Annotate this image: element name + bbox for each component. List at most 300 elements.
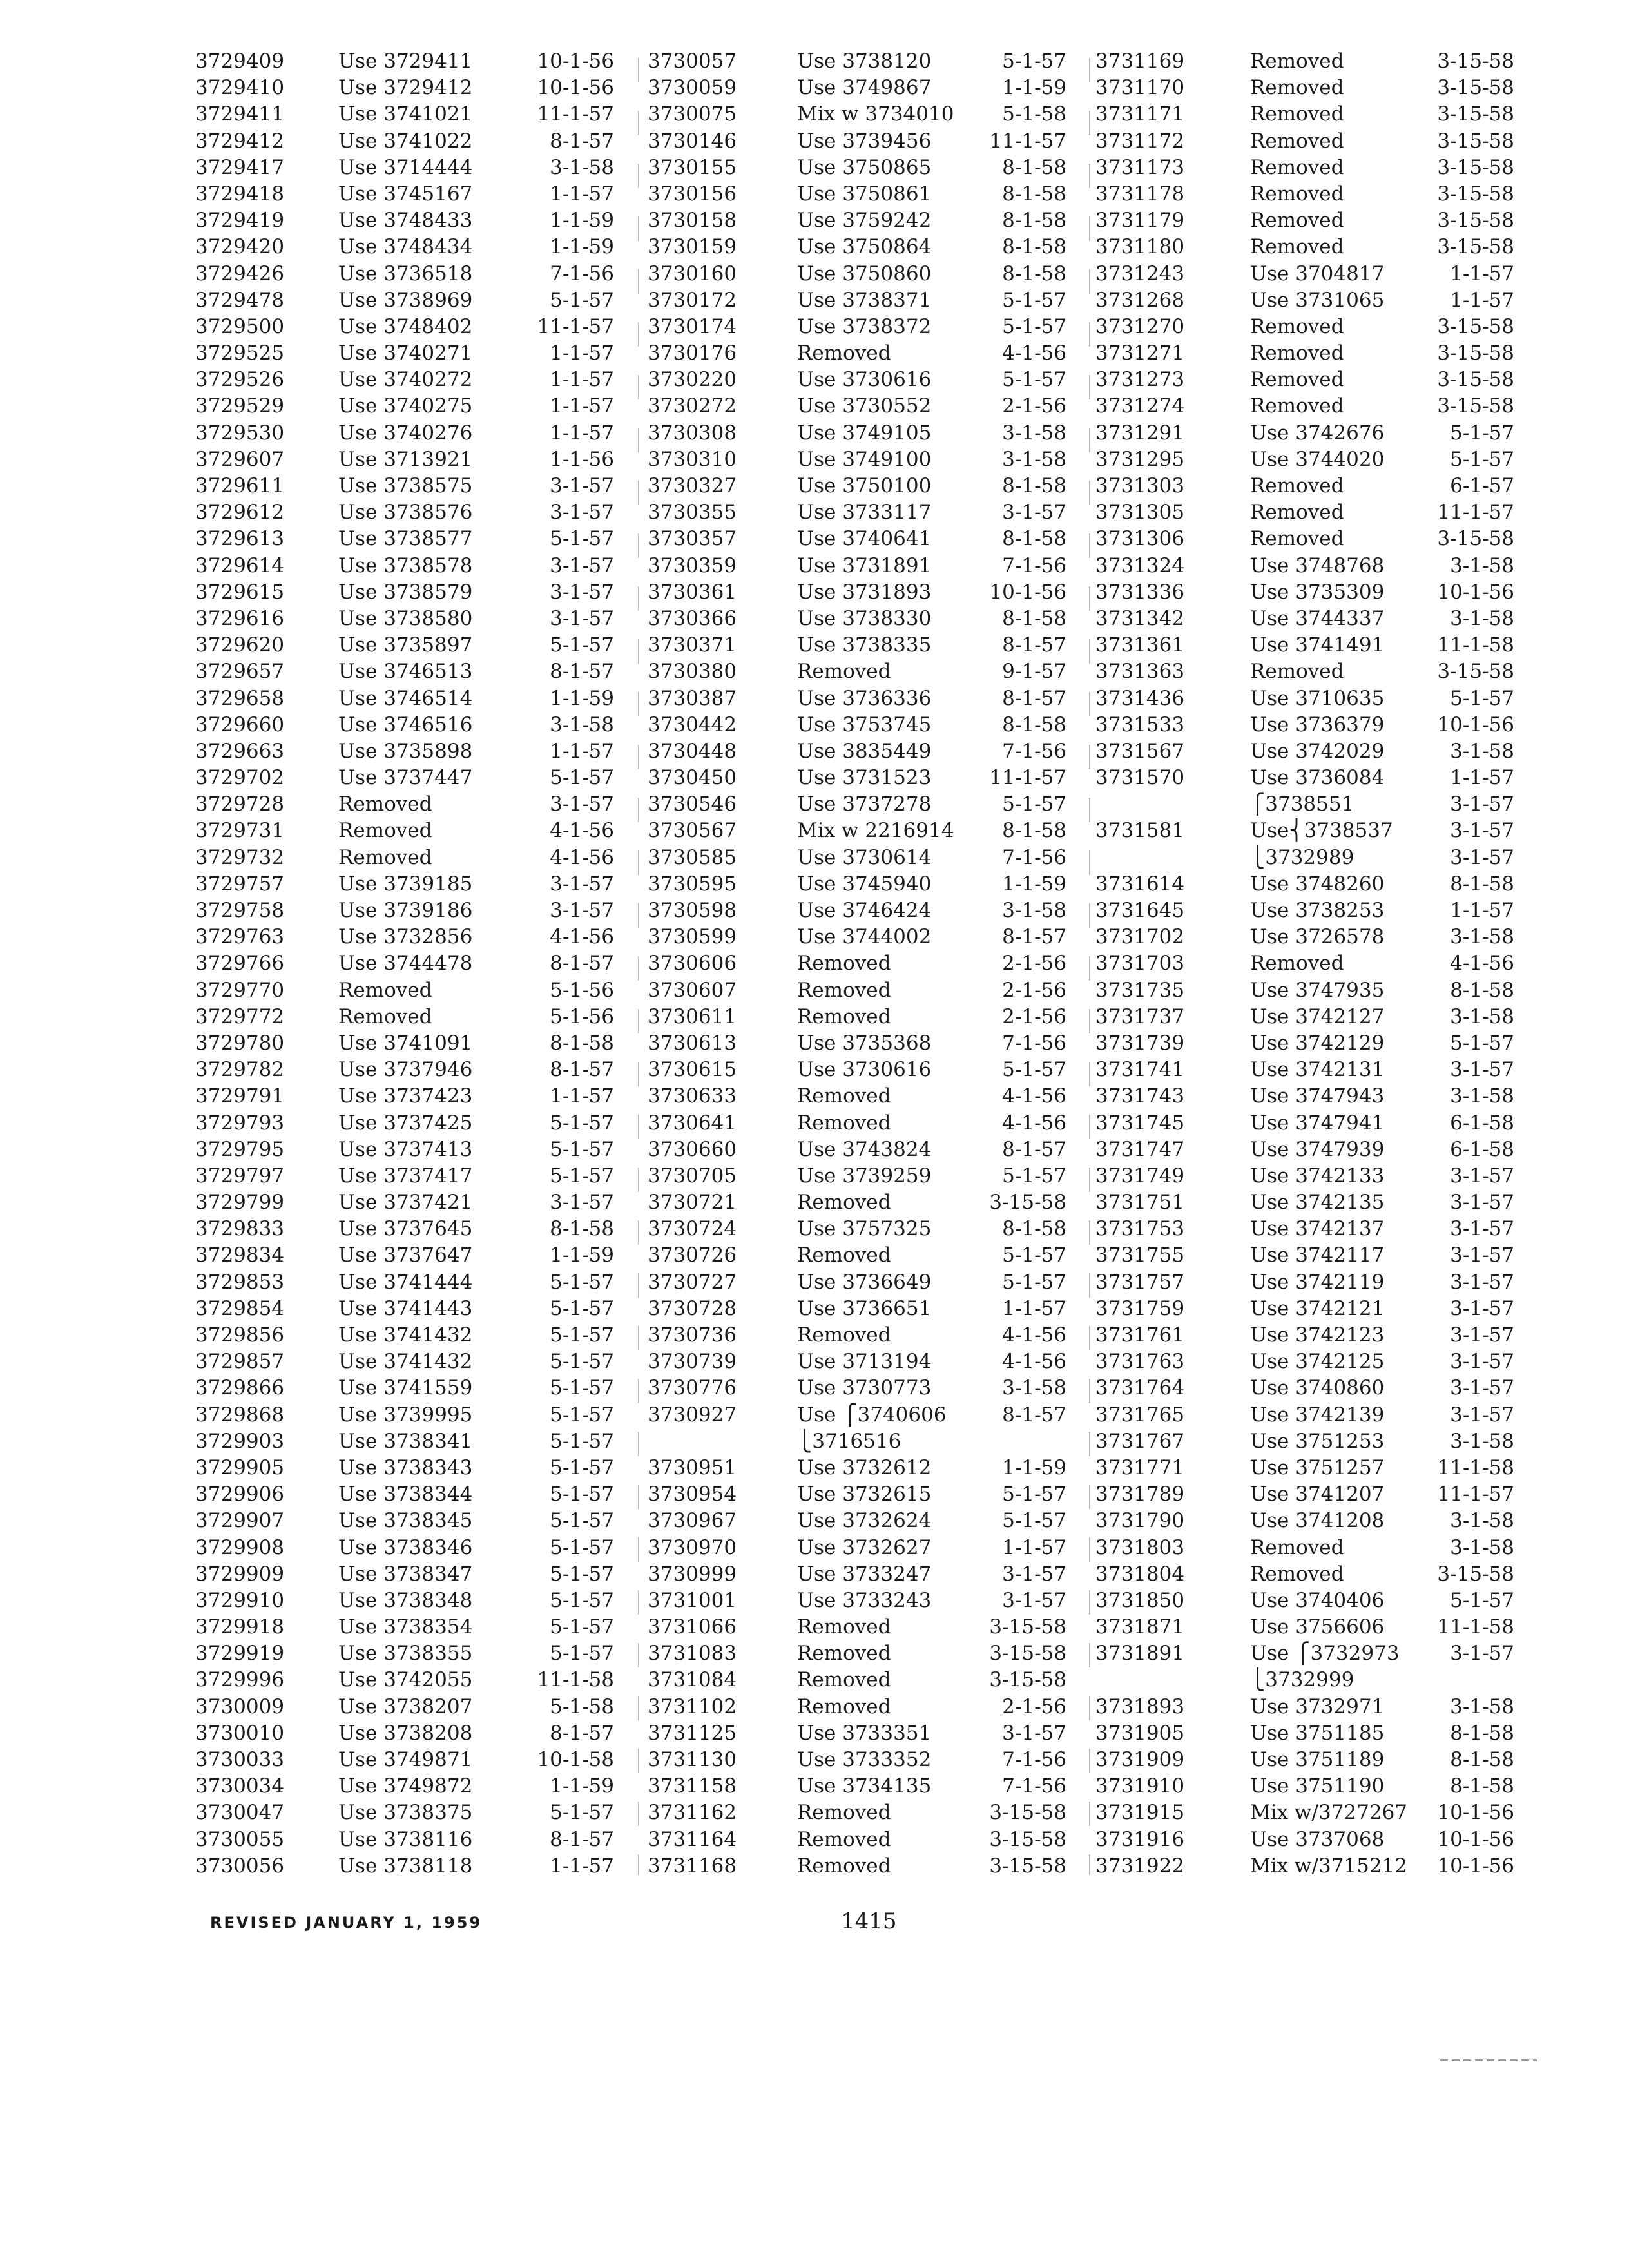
effective-date: 8-1-58 xyxy=(550,1217,614,1241)
column-1 xyxy=(195,48,640,1879)
part-number: 3729763 xyxy=(195,925,285,949)
disposition: Use 3741432 xyxy=(338,1350,473,1374)
part-number: 3729732 xyxy=(195,845,285,869)
table-row xyxy=(195,1773,640,1800)
table-row xyxy=(195,1296,640,1322)
effective-date: 3-1-58 xyxy=(1002,899,1066,922)
effective-date: 10-1-56 xyxy=(1437,1827,1514,1851)
table-row xyxy=(1095,393,1540,419)
disposition: Use 3738348 xyxy=(338,1588,473,1612)
effective-date: 3-1-57 xyxy=(1450,1376,1514,1400)
part-number: 3730155 xyxy=(648,155,737,179)
part-number: 3730355 xyxy=(648,501,737,524)
disposition: Removed xyxy=(338,845,432,869)
part-number: 3731765 xyxy=(1095,1403,1185,1427)
effective-date: 5-1-57 xyxy=(550,1456,614,1479)
part-number: 3729766 xyxy=(195,952,285,975)
part-number: 3729657 xyxy=(195,660,285,684)
part-number: 3731757 xyxy=(1095,1270,1185,1294)
part-number: 3729614 xyxy=(195,553,285,577)
disposition: Use ⎧3740606 xyxy=(797,1403,947,1427)
table-row xyxy=(195,924,640,950)
part-number: 3731271 xyxy=(1095,341,1185,365)
table-row xyxy=(195,1508,640,1534)
disposition: Use 3738580 xyxy=(338,606,473,630)
part-number: 3731158 xyxy=(648,1774,737,1798)
table-row xyxy=(648,1004,1092,1030)
disposition: Use 3742121 xyxy=(1250,1296,1385,1320)
disposition: Use 3741432 xyxy=(338,1323,473,1347)
table-row xyxy=(1095,101,1540,128)
part-number: 3729420 xyxy=(195,235,285,259)
disposition: Removed xyxy=(338,793,432,816)
part-number: 3729834 xyxy=(195,1244,285,1267)
disposition: Removed xyxy=(797,1191,891,1215)
part-number: 3730448 xyxy=(648,739,737,763)
table-row xyxy=(1095,1057,1540,1083)
part-number: 3730726 xyxy=(648,1244,737,1267)
effective-date: 1-1-57 xyxy=(550,394,614,418)
effective-date: 5-1-57 xyxy=(1002,50,1066,73)
effective-date: 5-1-57 xyxy=(550,1642,614,1666)
scan-mark xyxy=(1440,2059,1537,2061)
effective-date: 4-1-56 xyxy=(1002,1323,1066,1347)
part-number: 3730585 xyxy=(648,845,737,869)
part-number: 3731342 xyxy=(1095,606,1185,630)
table-row xyxy=(648,1242,1092,1269)
table-row xyxy=(1095,1508,1540,1534)
part-number: 3729658 xyxy=(195,686,285,710)
part-number: 3731084 xyxy=(648,1668,737,1692)
effective-date: 5-1-56 xyxy=(550,978,614,1002)
table-row xyxy=(1095,818,1540,844)
part-number: 3731764 xyxy=(1095,1376,1185,1400)
effective-date: 5-1-57 xyxy=(550,1111,614,1135)
part-number: 3731751 xyxy=(1095,1191,1185,1215)
disposition: Use 3738354 xyxy=(338,1615,473,1639)
effective-date: 1-1-59 xyxy=(1002,1456,1066,1479)
effective-date: 8-1-58 xyxy=(1002,262,1066,285)
part-number: 3730172 xyxy=(648,288,737,312)
part-number: 3731790 xyxy=(1095,1509,1185,1533)
table-row xyxy=(648,950,1092,977)
table-row xyxy=(1095,207,1540,234)
disposition: Use 3749872 xyxy=(338,1774,473,1798)
part-number: 3729728 xyxy=(195,793,285,816)
disposition: Removed xyxy=(797,952,891,975)
effective-date: 8-1-58 xyxy=(1002,155,1066,179)
table-row xyxy=(648,1667,1092,1693)
effective-date: 8-1-58 xyxy=(1002,182,1066,206)
effective-date: 4-1-56 xyxy=(550,819,614,843)
part-number: 3729910 xyxy=(195,1588,285,1612)
disposition: Removed xyxy=(338,978,432,1002)
table-row xyxy=(1095,1481,1540,1508)
part-number: 3731162 xyxy=(648,1801,737,1825)
table-row xyxy=(1095,632,1540,658)
disposition: Use 3738344 xyxy=(338,1483,473,1506)
table-row xyxy=(195,553,640,579)
effective-date: 3-1-57 xyxy=(1450,845,1514,869)
table-row xyxy=(195,1561,640,1588)
disposition: Use 3729411 xyxy=(338,50,473,73)
part-number: 3729868 xyxy=(195,1403,285,1427)
disposition: Use 3737423 xyxy=(338,1084,473,1108)
effective-date: 8-1-58 xyxy=(1002,527,1066,551)
disposition: Mix w 3734010 xyxy=(797,102,954,126)
disposition: ⎩3716516 xyxy=(797,1429,901,1453)
table-row xyxy=(1095,579,1540,606)
effective-date: 4-1-56 xyxy=(1002,1350,1066,1374)
table-row xyxy=(648,1535,1092,1561)
part-number: 3729526 xyxy=(195,368,285,392)
table-row xyxy=(648,658,1092,685)
effective-date: 3-1-58 xyxy=(550,713,614,736)
effective-date: 5-1-57 xyxy=(1450,447,1514,471)
table-row xyxy=(195,48,640,75)
effective-date: 7-1-56 xyxy=(1002,1748,1066,1771)
table-row xyxy=(648,181,1092,207)
part-number: 3730057 xyxy=(648,50,737,73)
part-number: 3729529 xyxy=(195,394,285,418)
part-number: 3729909 xyxy=(195,1562,285,1586)
disposition: Use 3729412 xyxy=(338,76,473,100)
table-row xyxy=(648,1853,1092,1879)
effective-date: 5-1-57 xyxy=(550,1429,614,1453)
effective-date: 4-1-56 xyxy=(1002,1084,1066,1108)
effective-date: 10-1-56 xyxy=(537,50,614,73)
part-number: 3731066 xyxy=(648,1615,737,1639)
effective-date: 11-1-57 xyxy=(1437,501,1514,524)
disposition: Use 3731523 xyxy=(797,766,932,790)
disposition: Use 3738335 xyxy=(797,633,932,657)
effective-date: 3-15-58 xyxy=(1437,76,1514,100)
effective-date: 6-1-57 xyxy=(1450,474,1514,497)
disposition: Removed xyxy=(338,819,432,843)
effective-date: 10-1-58 xyxy=(537,1748,614,1771)
disposition: Use 3742125 xyxy=(1250,1350,1385,1374)
part-number: 3729853 xyxy=(195,1270,285,1294)
disposition: Use 3748768 xyxy=(1250,553,1385,577)
effective-date: 8-1-57 xyxy=(550,1827,614,1851)
effective-date: 5-1-57 xyxy=(1450,1588,1514,1612)
effective-date: 5-1-56 xyxy=(550,1004,614,1028)
disposition: Removed xyxy=(338,1004,432,1028)
effective-date: 11-1-57 xyxy=(537,314,614,338)
disposition: Use 3732612 xyxy=(797,1456,932,1479)
disposition: Use 3710635 xyxy=(1250,686,1385,710)
part-number: 3731169 xyxy=(1095,50,1185,73)
disposition: Removed xyxy=(1250,394,1344,418)
part-number: 3731910 xyxy=(1095,1774,1185,1798)
table-row xyxy=(1095,658,1540,685)
part-number: 3730615 xyxy=(648,1058,737,1082)
effective-date: 3-1-57 xyxy=(1450,1217,1514,1241)
table-row xyxy=(648,1375,1092,1401)
part-number: 3729731 xyxy=(195,819,285,843)
effective-date: 11-1-57 xyxy=(537,102,614,126)
disposition: Use 3747935 xyxy=(1250,978,1385,1002)
disposition: Use 3744478 xyxy=(338,952,473,975)
table-row xyxy=(195,1269,640,1296)
effective-date: 3-1-57 xyxy=(1002,1721,1066,1745)
table-row xyxy=(1095,1375,1540,1401)
effective-date: 11-1-57 xyxy=(989,766,1066,790)
table-row xyxy=(195,1349,640,1375)
table-row xyxy=(1095,48,1540,75)
disposition: Use 3756606 xyxy=(1250,1615,1385,1639)
effective-date: 7-1-56 xyxy=(1002,1031,1066,1055)
table-row xyxy=(648,1137,1092,1163)
part-number: 3729412 xyxy=(195,129,285,153)
disposition: Use 3738575 xyxy=(338,474,473,497)
effective-date: 9-1-57 xyxy=(1002,660,1066,684)
part-number: 3730387 xyxy=(648,686,737,710)
effective-date: 5-1-57 xyxy=(1450,421,1514,445)
part-number: 3731905 xyxy=(1095,1721,1185,1745)
effective-date: 4-1-56 xyxy=(1002,1111,1066,1135)
effective-date: 5-1-57 xyxy=(1450,686,1514,710)
disposition: Use 3746513 xyxy=(338,660,473,684)
part-number: 3731916 xyxy=(1095,1827,1185,1851)
table-row xyxy=(195,658,640,685)
disposition: Use 3733117 xyxy=(797,501,932,524)
part-number: 3731179 xyxy=(1095,209,1185,233)
part-number: 3730442 xyxy=(648,713,737,736)
table-row xyxy=(1095,1667,1540,1693)
table-row xyxy=(1095,924,1540,950)
disposition: Use 3748402 xyxy=(338,314,473,338)
part-number: 3729854 xyxy=(195,1296,285,1320)
part-number: 3731645 xyxy=(1095,899,1185,922)
table-row xyxy=(195,1535,640,1561)
part-number: 3731771 xyxy=(1095,1456,1185,1479)
part-number: 3730272 xyxy=(648,394,737,418)
table-row xyxy=(648,738,1092,765)
disposition: Use 3730616 xyxy=(797,368,932,392)
table-row xyxy=(195,207,640,234)
effective-date: 3-1-57 xyxy=(550,872,614,896)
disposition: Use 3751185 xyxy=(1250,1721,1385,1745)
table-row xyxy=(195,1747,640,1773)
effective-date: 3-1-58 xyxy=(1450,1509,1514,1533)
table-row xyxy=(1095,261,1540,287)
effective-date: 3-1-57 xyxy=(1450,1403,1514,1427)
effective-date: 3-15-58 xyxy=(989,1642,1066,1666)
table-row xyxy=(195,101,640,128)
effective-date: 1-1-57 xyxy=(1450,262,1514,285)
disposition: Use 3737421 xyxy=(338,1191,473,1215)
table-row xyxy=(1095,473,1540,499)
part-number: 3731737 xyxy=(1095,1004,1185,1028)
table-row xyxy=(195,1588,640,1614)
effective-date: 3-1-57 xyxy=(1450,1191,1514,1215)
table-row xyxy=(648,1827,1092,1853)
table-row xyxy=(648,1163,1092,1189)
disposition: Use 3731065 xyxy=(1250,288,1385,312)
disposition: Use 3741491 xyxy=(1250,633,1385,657)
part-number: 3729409 xyxy=(195,50,285,73)
table-row xyxy=(195,1853,640,1879)
disposition: Use 3738345 xyxy=(338,1509,473,1533)
effective-date: 11-1-58 xyxy=(537,1668,614,1692)
disposition: Use 3738253 xyxy=(1250,899,1385,922)
effective-date: 3-1-57 xyxy=(550,606,614,630)
effective-date: 3-15-58 xyxy=(1437,155,1514,179)
table-row xyxy=(195,1827,640,1853)
disposition: Removed xyxy=(797,660,891,684)
part-number: 3730009 xyxy=(195,1695,285,1718)
disposition: Use 3738355 xyxy=(338,1642,473,1666)
part-number: 3730736 xyxy=(648,1323,737,1347)
disposition: Use⎨3738537 xyxy=(1250,819,1393,843)
part-number: 3731567 xyxy=(1095,739,1185,763)
part-number: 3729613 xyxy=(195,527,285,551)
table-row xyxy=(1095,499,1540,526)
effective-date: 8-1-58 xyxy=(1002,819,1066,843)
effective-date: 7-1-56 xyxy=(1002,553,1066,577)
effective-date: 8-1-57 xyxy=(1002,925,1066,949)
disposition: Use 3732615 xyxy=(797,1483,932,1506)
disposition: Removed xyxy=(1250,50,1344,73)
part-number: 3731749 xyxy=(1095,1164,1185,1187)
disposition: Use 3741091 xyxy=(338,1031,473,1055)
effective-date: 4-1-56 xyxy=(550,925,614,949)
disposition: Use 3732856 xyxy=(338,925,473,949)
effective-date: 5-1-57 xyxy=(550,1164,614,1187)
table-row xyxy=(195,606,640,632)
table-row xyxy=(648,101,1092,128)
effective-date: 5-1-57 xyxy=(1002,1509,1066,1533)
table-row xyxy=(648,1349,1092,1375)
part-number: 3729478 xyxy=(195,288,285,312)
table-row xyxy=(195,738,640,765)
table-row xyxy=(195,367,640,393)
disposition: Use 3741443 xyxy=(338,1296,473,1320)
table-row xyxy=(195,950,640,977)
part-number: 3729616 xyxy=(195,606,285,630)
column-2 xyxy=(648,48,1092,1879)
part-number: 3729780 xyxy=(195,1031,285,1055)
disposition: Use 3749105 xyxy=(797,421,932,445)
disposition: Use 3753745 xyxy=(797,713,932,736)
table-row xyxy=(1095,1561,1540,1588)
effective-date: 8-1-58 xyxy=(1450,1774,1514,1798)
table-row xyxy=(195,845,640,871)
effective-date: 5-1-57 xyxy=(550,288,614,312)
effective-date: 10-1-56 xyxy=(1437,713,1514,736)
part-number: 3731533 xyxy=(1095,713,1185,736)
table-row xyxy=(648,207,1092,234)
part-number: 3729500 xyxy=(195,314,285,338)
table-row xyxy=(648,818,1092,844)
effective-date: 1-1-57 xyxy=(550,739,614,763)
table-row xyxy=(195,1694,640,1720)
table-row xyxy=(648,367,1092,393)
effective-date: 8-1-58 xyxy=(1450,1721,1514,1745)
disposition: Use 3731891 xyxy=(797,553,932,577)
effective-date: 8-1-58 xyxy=(1450,1748,1514,1771)
part-number: 3729908 xyxy=(195,1535,285,1559)
disposition: Removed xyxy=(797,1615,891,1639)
part-number: 3731130 xyxy=(648,1748,737,1771)
table-row xyxy=(648,1110,1092,1137)
effective-date: 1-1-57 xyxy=(1002,1296,1066,1320)
part-number: 3730567 xyxy=(648,819,737,843)
effective-date: 8-1-58 xyxy=(1002,209,1066,233)
disposition: Use 3738343 xyxy=(338,1456,473,1479)
table-row xyxy=(195,128,640,155)
part-number: 3731363 xyxy=(1095,660,1185,684)
table-row xyxy=(648,1773,1092,1800)
part-number: 3730607 xyxy=(648,978,737,1002)
table-row xyxy=(648,1216,1092,1242)
part-number: 3731761 xyxy=(1095,1323,1185,1347)
effective-date: 5-1-57 xyxy=(1450,1031,1514,1055)
disposition: Use 3749100 xyxy=(797,447,932,471)
table-row xyxy=(648,1269,1092,1296)
table-row xyxy=(195,1004,640,1030)
part-number: 3731891 xyxy=(1095,1642,1185,1666)
effective-date: 3-1-58 xyxy=(1450,925,1514,949)
disposition: Use 3736084 xyxy=(1250,766,1385,790)
part-number: 3730359 xyxy=(648,553,737,577)
disposition: Use 3739259 xyxy=(797,1164,932,1187)
disposition: Use 3741444 xyxy=(338,1270,473,1294)
disposition: Use 3742129 xyxy=(1250,1031,1385,1055)
disposition: Use 3738347 xyxy=(338,1562,473,1586)
table-row xyxy=(1095,1853,1540,1879)
disposition: Use 3750860 xyxy=(797,262,932,285)
table-row xyxy=(1095,738,1540,765)
table-row xyxy=(195,579,640,606)
disposition: Use 3738116 xyxy=(338,1827,473,1851)
table-row xyxy=(195,447,640,473)
disposition: Removed xyxy=(1250,501,1344,524)
part-number: 3731243 xyxy=(1095,262,1185,285)
table-row xyxy=(648,1189,1092,1216)
table-row xyxy=(195,1667,640,1693)
disposition: Use 3757325 xyxy=(797,1217,932,1241)
table-row xyxy=(648,447,1092,473)
table-row xyxy=(648,1800,1092,1826)
table-row xyxy=(1095,526,1540,552)
disposition: Use 3738576 xyxy=(338,501,473,524)
effective-date: 1-1-57 xyxy=(550,1084,614,1108)
effective-date: 3-15-58 xyxy=(989,1615,1066,1639)
effective-date: 1-1-56 xyxy=(550,447,614,471)
disposition: Use 3737425 xyxy=(338,1111,473,1135)
part-number: 3729795 xyxy=(195,1137,285,1161)
disposition: Use 3738375 xyxy=(338,1801,473,1825)
part-number: 3730967 xyxy=(648,1509,737,1533)
effective-date: 3-15-58 xyxy=(1437,660,1514,684)
disposition: Use 3737417 xyxy=(338,1164,473,1187)
disposition: Use 3726578 xyxy=(1250,925,1385,949)
disposition: Use 3747939 xyxy=(1250,1137,1385,1161)
effective-date: 4-1-56 xyxy=(1450,952,1514,975)
disposition: Use 3746424 xyxy=(797,899,932,922)
effective-date: 5-1-57 xyxy=(550,1562,614,1586)
effective-date: 3-1-57 xyxy=(1450,1642,1514,1666)
revision-date: REVISED JANUARY 1, 1959 xyxy=(210,1914,483,1932)
table-row xyxy=(195,1163,640,1189)
disposition: Use 3713194 xyxy=(797,1350,932,1374)
effective-date: 3-1-58 xyxy=(550,155,614,179)
part-number: 3731274 xyxy=(1095,394,1185,418)
part-number: 3731291 xyxy=(1095,421,1185,445)
part-number: 3730056 xyxy=(195,1854,285,1878)
